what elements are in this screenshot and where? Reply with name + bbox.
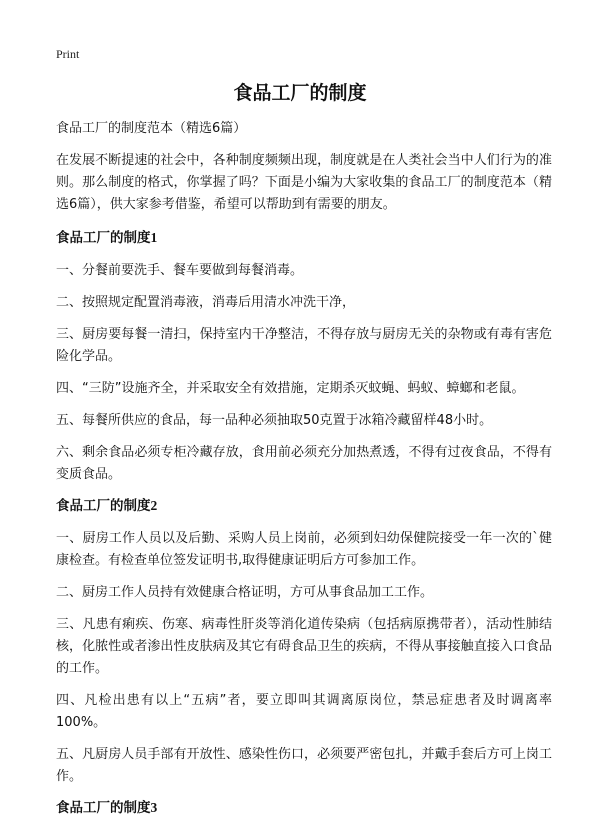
document-subtitle: 食品工厂的制度范本（精选6篇） — [56, 121, 247, 136]
section-heading-text: 食品工厂的制度 — [56, 498, 151, 514]
print-link[interactable]: Print — [56, 47, 80, 61]
section-heading-text: 食品工厂的制度 — [56, 230, 151, 246]
list-item: 五、凡厨房人员手部有开放性、感染性伤口，必须要严密包扎，并戴手套后方可上岗工作。 — [56, 747, 552, 784]
list-item: 二、按照规定配置消毒液，消毒后用清水冲洗干净， — [56, 295, 356, 310]
intro-paragraph: 在发展不断提速的社会中，各种制度频频出现，制度就是在人类社会当中人们行为的准则。那么制度的格式，你掌握了吗？下面是小编为大家收集的食品工厂的制度范本（精选6篇），供大家参考借鉴，希望可以帮助到有需要的朋友。 — [56, 153, 552, 212]
list-item: 四、“三防”设施齐全，并采取安全有效措施，定期杀灭蚊蝇、蚂蚁、蟑螂和老鼠。 — [56, 381, 525, 396]
list-item: 六、剩余食品必须专柜冷藏存放，食用前必须充分加热煮透，不得有过夜食品，不得有变质食品。 — [56, 445, 552, 482]
section-heading-number: 1 — [150, 230, 158, 245]
section-2 — [56, 496, 552, 788]
section-heading — [56, 798, 552, 818]
list-item: 二、厨房工作人员持有效健康合格证明，方可从事食品加工工作。 — [56, 585, 434, 600]
list-item: 一、分餐前要洗手、餐车要做到每餐消毒。 — [56, 263, 304, 278]
section-heading — [56, 228, 552, 248]
section-heading-text: 食品工厂的制度 — [56, 800, 151, 816]
list-item: 一、厨房工作人员以及后勤、采购人员上岗前，必须到妇幼保健院接受一年一次的`健康检查。有检查单位签发证明书,取得健康证明后方可参加工作。 — [56, 531, 552, 568]
page-title: 食品工厂的制度 — [233, 82, 367, 104]
list-item: 三、凡患有痢疾、伤寒、病毒性肝炎等消化道传染病（包括病原携带者），活动性肺结核，化脓性或者渗出性皮肤病及其它有碍食品卫生的疾病，不得从事接触直接入口食品的工作。 — [56, 617, 552, 676]
section-3 — [56, 798, 552, 818]
list-item: 三、厨房要每餐一清扫，保持室内干净整洁，不得存放与厨房无关的杂物或有毒有害危险化学品。 — [56, 327, 552, 364]
section-heading-number: 2 — [150, 498, 158, 513]
section-heading-number: 3 — [150, 800, 158, 815]
section-heading — [56, 496, 552, 516]
document-body — [56, 120, 552, 830]
section-items — [56, 528, 552, 788]
list-item: 四、凡检出患有以上“五病”者，要立即叫其调离原岗位，禁忌症患者及时调离率100%。 — [56, 693, 552, 730]
list-item: 五、每餐所供应的食品，每一品种必须抽取50克置于冰箱冷藏留样48小时。 — [56, 413, 493, 428]
section-1 — [56, 228, 552, 486]
section-items — [56, 260, 552, 486]
